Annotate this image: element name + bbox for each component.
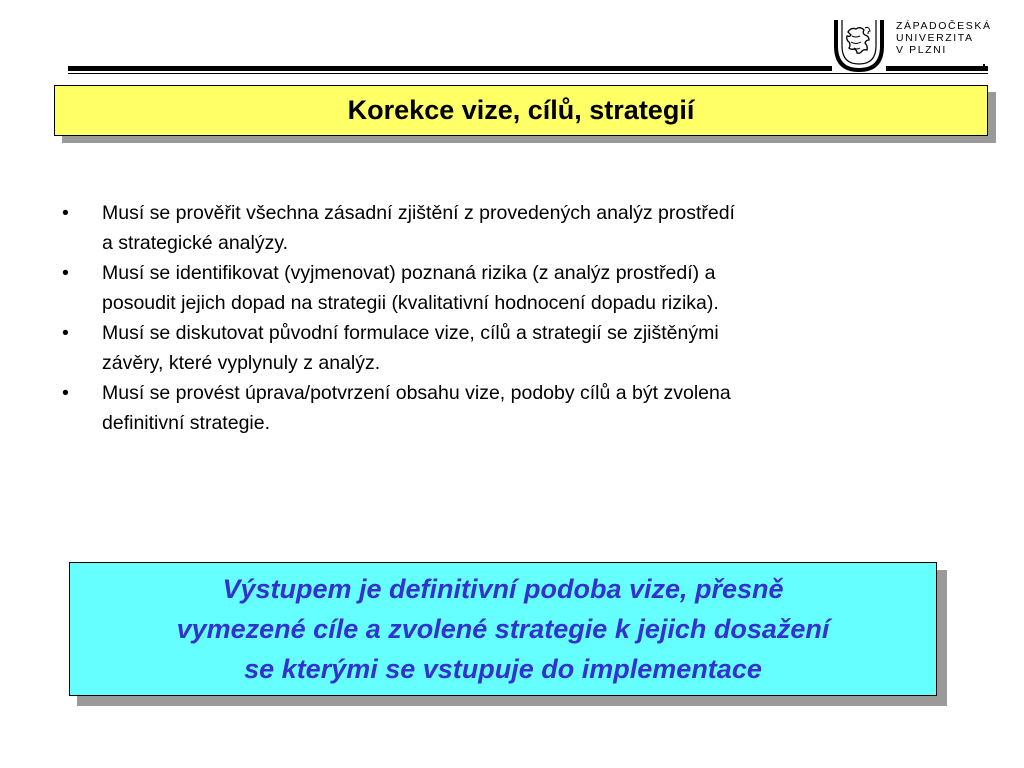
conclusion-box (69, 562, 937, 696)
bullet-item-4 (62, 378, 962, 438)
decorative-dot (983, 64, 985, 66)
title-box (54, 85, 988, 136)
university-name (896, 20, 992, 56)
bullet-marker: • (62, 202, 69, 224)
conclusion-line-3: se kterými se vstupuje do implementace (244, 654, 762, 684)
bullet-item-3 (62, 318, 962, 378)
bullet-list (62, 198, 962, 438)
bullet-marker: • (62, 262, 69, 284)
slide-title: Korekce vize, cílů, strategií (347, 95, 695, 125)
bullet-text-line-2: a strategické analýzy. (102, 232, 289, 254)
bullet-text-line-1: Musí se provést úprava/potvrzení obsahu vize, podoby cílů a být zvolena (102, 382, 731, 404)
bullet-text-line-1: Musí se diskutovat původní formulace vize, cílů a strategií se zjištěnými (102, 322, 719, 344)
bullet-text-line-2: posoudit jejich dopad na strategii (kvalitativní hodnocení dopadu rizika). (102, 292, 719, 314)
university-name-line-1: ZÁPADOČESKÁ (896, 20, 992, 32)
university-emblem-icon (832, 18, 886, 72)
bullet-text-line-2: závěry, které vyplynuly z analýz. (102, 352, 381, 374)
conclusion-line-2: vymezené cíle a zvolené strategie k jejich dosažení (176, 614, 830, 644)
conclusion-line-1: Výstupem je definitivní podoba vize, přesně (222, 574, 784, 604)
university-name-line-2: UNIVERZITA (896, 32, 974, 44)
university-logo (832, 18, 1002, 74)
bullet-item-2 (62, 258, 962, 318)
conclusion-text (177, 569, 830, 689)
bullet-text-line-1: Musí se prověřit všechna zásadní zjištění z provedených analýz prostředí (102, 202, 735, 224)
bullet-marker: • (62, 322, 69, 344)
bullet-marker: • (62, 382, 69, 404)
university-name-line-3: V PLZNI (896, 44, 947, 56)
bullet-text-line-1: Musí se identifikovat (vyjmenovat) poznaná rizika (z analýz prostředí) a (102, 262, 716, 284)
bullet-item-1 (62, 198, 962, 258)
bullet-text-line-2: definitivní strategie. (102, 412, 271, 434)
